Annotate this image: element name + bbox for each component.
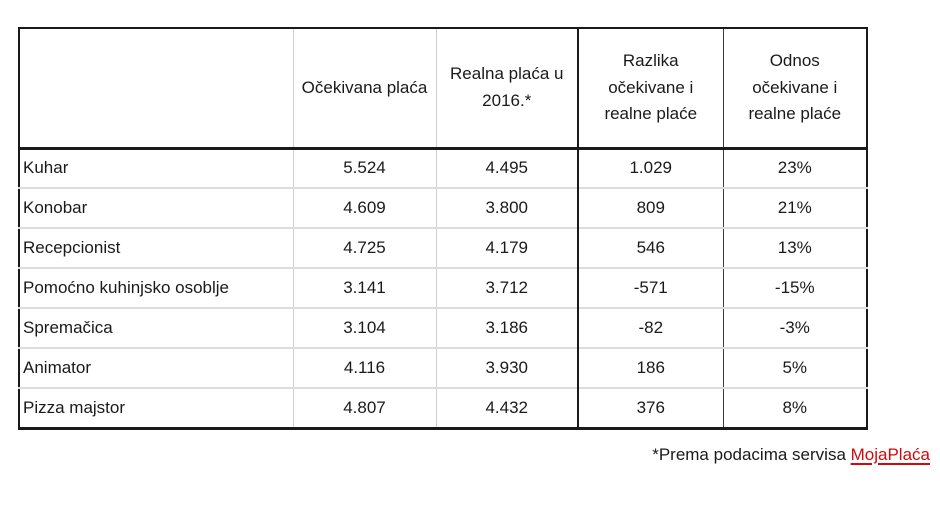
ratio-cell: 13%	[723, 228, 867, 268]
real-salary-cell: 4.179	[436, 228, 578, 268]
real-salary-cell: 3.930	[436, 348, 578, 388]
difference-cell: 546	[578, 228, 723, 268]
table-row	[19, 308, 867, 348]
footnote	[652, 445, 930, 465]
expected-salary-cell: 3.104	[293, 308, 436, 348]
salary-comparison-table	[18, 27, 868, 430]
table-row	[19, 228, 867, 268]
header-job-blank	[19, 28, 293, 148]
job-name-cell: Spremačica	[19, 308, 293, 348]
ratio-cell: 21%	[723, 188, 867, 228]
real-salary-cell: 3.800	[436, 188, 578, 228]
ratio-cell: 8%	[723, 388, 867, 428]
ratio-cell: -15%	[723, 268, 867, 308]
expected-salary-cell: 4.807	[293, 388, 436, 428]
ratio-cell: -3%	[723, 308, 867, 348]
footnote-text: *Prema podacima servisa	[652, 445, 851, 464]
header-ratio: Odnos očekivane i realne plaće	[723, 28, 867, 148]
ratio-cell: 23%	[777, 158, 812, 178]
job-name-cell: Kuhar	[19, 148, 293, 188]
real-salary-cell: 4.495	[436, 148, 578, 188]
expected-salary-cell: 4.725	[293, 228, 436, 268]
ratio-cell: 5%	[723, 348, 867, 388]
table-row	[19, 188, 867, 228]
real-salary-cell: 4.432	[436, 388, 578, 428]
difference-cell: 186	[578, 348, 723, 388]
header-difference: Razlika očekivane i realne plaće	[578, 28, 723, 148]
difference-cell: 376	[578, 388, 723, 428]
expected-salary-cell: 4.609	[293, 188, 436, 228]
real-salary-cell: 3.712	[436, 268, 578, 308]
header-expected-salary: Očekivana plaća	[293, 28, 436, 148]
difference-cell: 809	[578, 188, 723, 228]
table-row	[19, 148, 867, 188]
header-row	[19, 28, 867, 148]
table-body	[19, 148, 867, 428]
difference-cell: -82	[578, 308, 723, 348]
table-row	[19, 348, 867, 388]
job-name-cell: Pizza majstor	[19, 388, 293, 428]
header-real-salary: Realna plaća u 2016.*	[436, 28, 578, 148]
expected-salary-cell: 3.141	[293, 268, 436, 308]
mojaplaca-link[interactable]: MojaPlaća	[850, 445, 930, 464]
job-name-cell: Pomoćno kuhinjsko osoblje	[19, 268, 293, 308]
expected-salary-cell: 5.524	[293, 148, 436, 188]
table-header	[19, 28, 867, 148]
job-name-cell: Konobar	[19, 188, 293, 228]
job-name-cell: Animator	[19, 348, 293, 388]
difference-cell: -571	[578, 268, 723, 308]
table-row	[19, 268, 867, 308]
real-salary-cell: 3.186	[436, 308, 578, 348]
job-name-cell: Recepcionist	[19, 228, 293, 268]
expected-salary-cell: 4.116	[293, 348, 436, 388]
difference-cell: 1.029	[578, 148, 723, 188]
table-row	[19, 388, 867, 428]
